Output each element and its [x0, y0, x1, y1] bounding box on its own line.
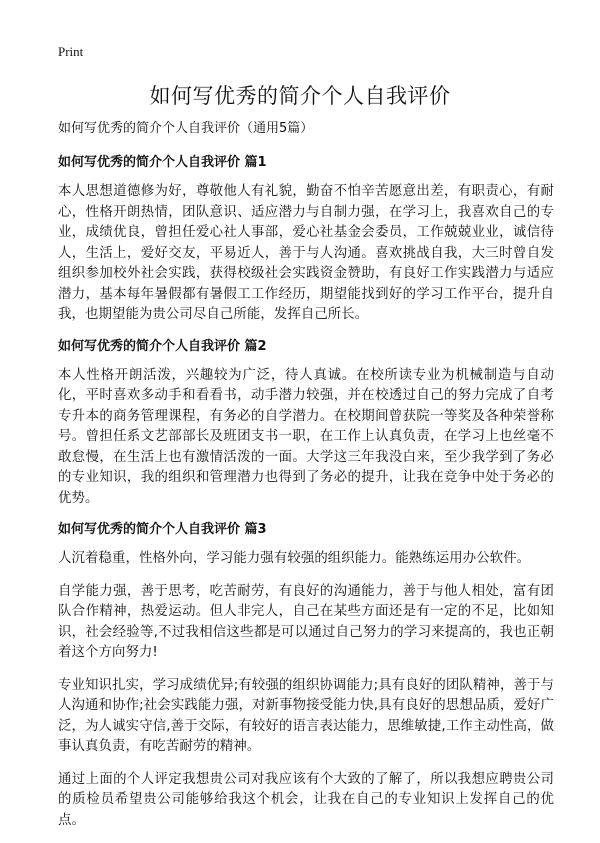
paragraph: 专业知识扎实，学习成绩优异;有较强的组织协调能力;具有良好的团队精神，善于与人沟通和协作;社会实践能力强，对新事物接受能力快,具有良好的思想品质，爱好广泛，为人诚实守信,善于交际，有较好的语言表达能力，思维敏捷,工作主动性高，做事认真负责，有吃苦耐劳的精神。	[58, 677, 554, 754]
paragraph: 通过上面的个人评定我想贵公司对我应该有个大致的了解了，所以我想应聘贵公司的质检员希望贵公司能够给我这个机会，让我在自己的专业知识上发挥自己的优点。	[58, 771, 554, 828]
section-3	[58, 521, 554, 831]
document-title: 如何写优秀的简介个人自我评价	[149, 84, 451, 108]
paragraph: 本人思想道德修为好，尊敬他人有礼貌，勤奋不怕辛苦愿意出差，有职责心，有耐心，性格开朗热情，团队意识、适应潜力与自制力强，在学习上，我喜欢自己的专业，成绩优良，曾担任爱心社人事部，爱心社基金会委员，工作兢兢业业，诚信待人，生活上，爱好交友，平易近人，善于与人沟通。喜欢挑战自我，大三时曾自发组织参加校外社会实践，获得校级社会实践资金赞助，有良好工作实践潜力与适应潜力，基本每年暑假都有暑假工工作经历，期望能找到好的学习工作平台，提升自我，也期望能为贵公司尽自己所能，发挥自己所长。	[58, 184, 554, 322]
section-heading: 如何写优秀的简介个人自我评价 篇2	[58, 338, 267, 354]
section-1	[58, 154, 554, 326]
paragraph: 自学能力强，善于思考，吃苦耐劳，有良好的沟通能力，善于与他人相处，富有团队合作精神，热爱运动。但人非完人，自己在某些方面还是有一定的不足，比如知识，社会经验等,不过我相信这些都是可以通过自己努力的学习来提高的，我也正朝着这个方向努力!	[58, 583, 554, 660]
section-heading: 如何写优秀的简介个人自我评价 篇1	[58, 155, 267, 170]
print-link[interactable]: Print	[58, 44, 84, 59]
section-heading: 如何写优秀的简介个人自我评价 篇3	[58, 522, 267, 537]
paragraph: 本人性格开朗活泼，兴趣较为广泛，待人真诚。在校所读专业为机械制造与自动化，平时喜欢多动手和看看书，动手潜力较强，并在校透过自己的努力完成了自考专升本的商务管理课程，有务必的自学潜力。在校期间曾获院一等奖及各种荣誉称号。曾担任系文艺部部长及班团支书一职，在工作上认真负责，在学习上也丝毫不敢怠慢，在生活上也有激情活泼的一面。大学这三年我没白来，至少我学到了务必的专业知识，我的组织和管理潜力也得到了务必的提升，让我在竞争中处于务必的优势。	[58, 367, 554, 506]
document-subtitle: 如何写优秀的简介个人自我评价（通用5篇）	[58, 121, 314, 136]
section-2	[58, 338, 554, 510]
paragraph: 人沉着稳重，性格外向，学习能力强有较强的组织能力。能熟练运用办公软件。	[58, 551, 531, 566]
document-body	[58, 120, 554, 843]
